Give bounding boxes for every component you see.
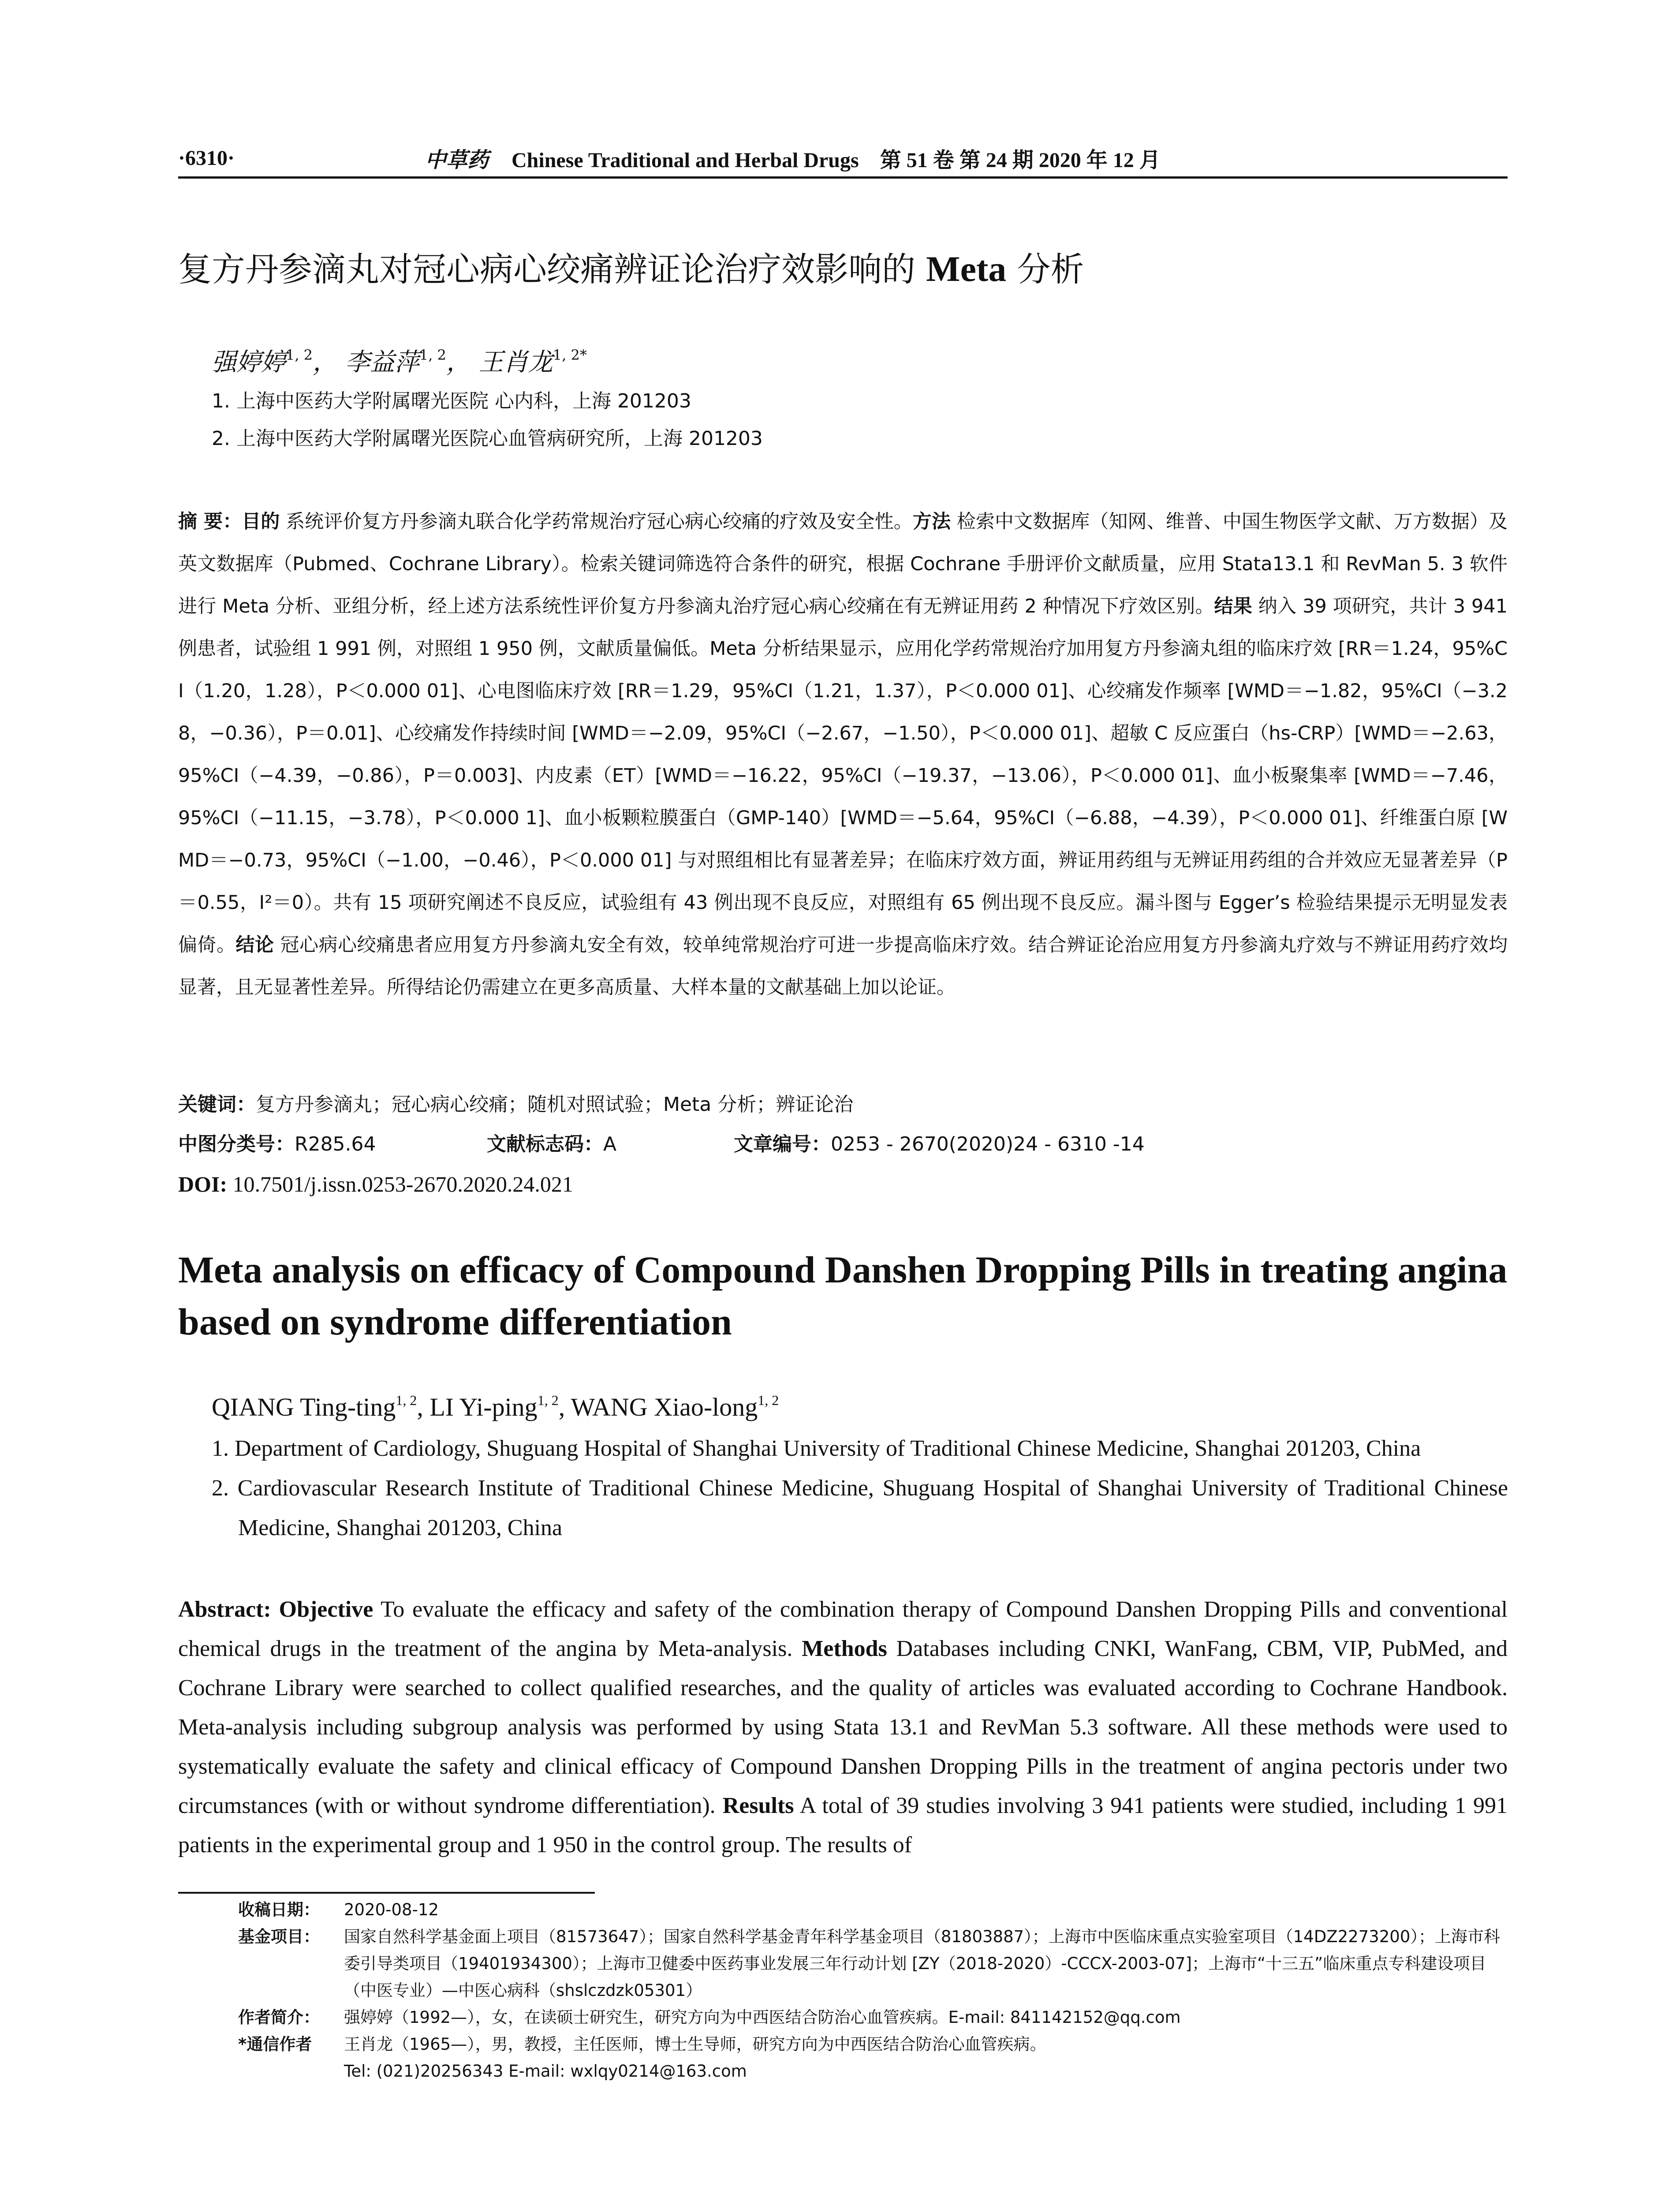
author-affiliation-mark: 1, 2 bbox=[758, 1392, 779, 1408]
chinese-abstract bbox=[178, 501, 1508, 1009]
results-text: 纳入 39 项研究，共计 3 941 例患者，试验组 1 991 例，对照组 1 950 例，文献质量偏低。Meta 分析结果显示，应用化学药常规治疗加用复方丹参滴丸组的临床疗效 [RR＝1.24，95%CI（1.20，1.28），P＜0.000 01]、心电图临床疗效 [RR＝1.29，95%CI（1.21，1.37），P＜0.000 01]、心绞痛发作频率 [WMD＝−1.82，95%CI（−3.28，−0.36），P＝0.01]、心绞痛发作持续时间 [WMD＝−2.09，95%CI（−2.67，−1.50），P＜0.000 01]、超敏 C 反应蛋白（hs-CRP）[WMD＝−2.63，95%CI（−4.39，−0.86），P＝0.003]、内皮素（ET）[WMD＝−16.22，95%CI（−19.37，−13.06），P＜0.000 01]、血小板聚集率 [WMD＝−7.46，95%CI（−11.15，−3.78），P＜0.000 1]、血小板颗粒膜蛋白（GMP-140）[WMD＝−5.64，95%CI（−6.88，−4.39），P＜0.000 01]、纤维蛋白原 [WMD＝−0.73，95%CI（−1.00，−0.46），P＜0.000 01] 与对照组相比有显著差异；在临床疗效方面，辨证用药组与无辨证用药组的合并效应无显著差异（P＝0.55，I²＝0）。共有 15 项研究阐述不良反应，试验组有 43 例出现不良反应，对照组有 65 例出现不良反应。漏斗图与 Egger’s 检验结果提示无明显发表偏倚。 bbox=[178, 595, 1508, 956]
doi-value: 10.7501/j.issn.0253-2670.2020.24.021 bbox=[227, 1172, 573, 1196]
results-text: A total of 39 studies involving 3 941 patients were studied, including 1 991 patients in the experimental group and 1 950 in the control group. The results of bbox=[178, 1793, 1508, 1857]
corresponding-text: 王肖龙（1965—），男，教授，主任医师，博士生导师，研究方向为中西医结合防治心血管疾病。 bbox=[344, 2035, 1046, 2054]
clc-field bbox=[178, 1127, 487, 1162]
received-label: 收稿日期： bbox=[238, 1900, 320, 1919]
author-name: 李益萍 bbox=[345, 348, 419, 377]
author-name: QIANG Ting-ting bbox=[212, 1393, 396, 1421]
footnote-contact: Tel: (021)20256343 E-mail: wxlqy0214@163.com bbox=[344, 2062, 747, 2081]
chinese-affiliation-2: 2. 上海中医药大学附属曙光医院心血管病研究所，上海 201203 bbox=[212, 427, 763, 450]
fund-label: 基金项目： bbox=[238, 1927, 320, 1946]
journal-name bbox=[425, 143, 1161, 173]
clc-value: R285.64 bbox=[295, 1133, 376, 1155]
keywords bbox=[178, 1087, 1508, 1122]
received-date: 2020-08-12 bbox=[344, 1900, 439, 1919]
objective-label: Objective bbox=[279, 1597, 373, 1622]
methods-label: 方法 bbox=[912, 511, 951, 533]
methods-text: Databases including CNKI, WanFang, CBM, VIP, PubMed, and Cochrane Library were searched to collect qualified researches, and the quality of articles was evaluated according to Cochrane Handbook. Meta-analysis including subgroup analysis was performed by using Stata 13.1 and RevMan 5.3 software. All these methods were used to systematically evaluate the safety and clinical efficacy of Compound Danshen Dropping Pills in the treatment of angina pectoris under two circumstances (with or without syndrome differentiation). bbox=[178, 1636, 1508, 1818]
author-affiliation-mark: 1, 2 bbox=[419, 347, 446, 363]
journal-logo: 中草药 bbox=[425, 147, 489, 172]
author-name: , WANG Xiao-long bbox=[558, 1393, 758, 1421]
footnote-fund bbox=[238, 1923, 1508, 2004]
footnotes bbox=[238, 1896, 1508, 2085]
abstract-label: 摘 要： bbox=[178, 511, 242, 533]
doc-code-value: A bbox=[603, 1133, 617, 1155]
abstract-label: Abstract: bbox=[178, 1597, 279, 1622]
chinese-affiliation-1: 1. 上海中医药大学附属曙光医院 心内科，上海 201203 bbox=[212, 390, 691, 412]
english-authors bbox=[212, 1380, 779, 1427]
corresponding-label: *通信作者 bbox=[238, 2035, 312, 2054]
article-number-label: 文章编号： bbox=[734, 1133, 831, 1155]
page-number: ·6310· bbox=[178, 146, 235, 170]
chinese-title-latin: Meta bbox=[926, 249, 1007, 289]
doi-label: DOI: bbox=[178, 1172, 228, 1196]
chinese-title bbox=[178, 245, 1508, 294]
results-label: 结果 bbox=[1214, 595, 1252, 617]
objective-label: 目的 bbox=[242, 511, 280, 533]
doc-code-label: 文献标志码： bbox=[487, 1133, 603, 1155]
author-bio-label: 作者简介： bbox=[238, 2008, 320, 2027]
methods-label: Methods bbox=[802, 1636, 887, 1661]
results-label: Results bbox=[722, 1793, 794, 1818]
doc-code-field bbox=[487, 1127, 734, 1162]
author-name: , LI Yi-ping bbox=[417, 1393, 538, 1421]
author-affiliation-mark: 1, 2 bbox=[286, 347, 313, 363]
footnote-corresponding bbox=[238, 2031, 1508, 2058]
author-name: 王肖龙 bbox=[478, 348, 553, 377]
conclusion-label: 结论 bbox=[235, 934, 274, 956]
author-affiliation-mark: 1, 2* bbox=[553, 347, 587, 363]
article-number-field bbox=[734, 1127, 1145, 1162]
methods-text: 检索中文数据库（知网、维普、中国生物医学文献、万方数据）及英文数据库（Pubmed、Cochrane Library）。检索关键词筛选符合条件的研究，根据 Cochrane 手册评价文献质量，应用 Stata13.1 和 RevMan 5. 3 软件进行 Meta 分析、亚组分析，经上述方法系统性评价复方丹参滴丸治疗冠心病心绞痛在有无辨证用药 2 种情况下疗效区别。 bbox=[178, 511, 1508, 617]
keywords-label: 关键词： bbox=[178, 1093, 256, 1116]
chinese-authors: 强婷婷$^{1, 2}$， 李益萍$^{1, 2}$， 王肖龙$^{1, 2*}$ bbox=[212, 347, 587, 377]
clc-label: 中图分类号： bbox=[178, 1133, 295, 1155]
author-name: 强婷婷 bbox=[212, 348, 286, 377]
author-bio-text: 强婷婷（1992—），女，在读硕士研究生，研究方向为中西医结合防治心血管疾病。E-mail: 841142152@qq.com bbox=[344, 2008, 1181, 2027]
classification-line bbox=[178, 1127, 1508, 1162]
header-rule bbox=[178, 176, 1508, 179]
objective-text: To evaluate the efficacy and safety of the combination therapy of Compound Danshen Dropping Pills and conventional chemical drugs in the treatment of the angina by Meta-analysis. bbox=[178, 1597, 1508, 1661]
english-affiliation-2: 2. Cardiovascular Research Institute of Traditional Chinese Medicine, Shuguang Hospital of Shanghai University of Traditional Chinese Medicine, Shanghai 201203, China bbox=[212, 1476, 1508, 1540]
author-affiliation-mark: 1, 2 bbox=[396, 1392, 417, 1408]
running-header bbox=[178, 140, 1508, 176]
english-title: Meta analysis on efficacy of Compound Danshen Dropping Pills in treating angina based on syndrome differentiation bbox=[178, 1248, 1508, 1343]
fund-text: 国家自然科学基金面上项目（81573647）；国家自然科学基金青年科学基金项目（81803887）；上海市中医临床重点实验室项目（14DZ2273200）；上海市科委引导类项目（19401934300）；上海市卫健委中医药事业发展三年行动计划 [ZY（2018-2020）-CCCX-2003-07]；上海市“十三五”临床重点专科建设项目（中医专业）—中医心病科（shslczdzk05301） bbox=[344, 1927, 1500, 2000]
article-number-value: 0253 - 2670(2020)24 - 6310 -14 bbox=[831, 1133, 1145, 1155]
author-affiliation-mark: 1, 2 bbox=[537, 1392, 559, 1408]
doi-line bbox=[178, 1166, 1508, 1202]
chinese-title-text: 复方丹参滴丸对冠心病心绞痛辨证论治疗效影响的 bbox=[178, 250, 926, 289]
footnote-author bbox=[238, 2004, 1508, 2031]
english-abstract bbox=[178, 1590, 1508, 1865]
chinese-title-suffix: 分析 bbox=[1006, 250, 1084, 289]
keywords-text: 复方丹参滴丸；冠心病心绞痛；随机对照试验；Meta 分析；辨证论治 bbox=[256, 1093, 854, 1116]
english-affiliation-1: 1. Department of Cardiology, Shuguang Hospital of Shanghai University of Traditional Chinese Medicine, Shanghai 201203, China bbox=[212, 1436, 1421, 1461]
objective-text: 系统评价复方丹参滴丸联合化学药常规治疗冠心病心绞痛的疗效及安全性。 bbox=[280, 511, 913, 533]
issue-info: 第 51 卷 第 24 期 2020 年 12 月 bbox=[880, 148, 1161, 172]
footnote-rule bbox=[178, 1892, 595, 1894]
journal-english-name: Chinese Traditional and Herbal Drugs bbox=[511, 148, 859, 172]
conclusion-text: 冠心病心绞痛患者应用复方丹参滴丸安全有效，较单纯常规治疗可进一步提高临床疗效。结合辨证论治应用复方丹参滴丸疗效与不辨证用药疗效均显著，且无显著性差异。所得结论仍需建立在更多高质量、大样本量的文献基础上加以论证。 bbox=[178, 934, 1508, 998]
footnote-received bbox=[238, 1896, 1508, 1923]
